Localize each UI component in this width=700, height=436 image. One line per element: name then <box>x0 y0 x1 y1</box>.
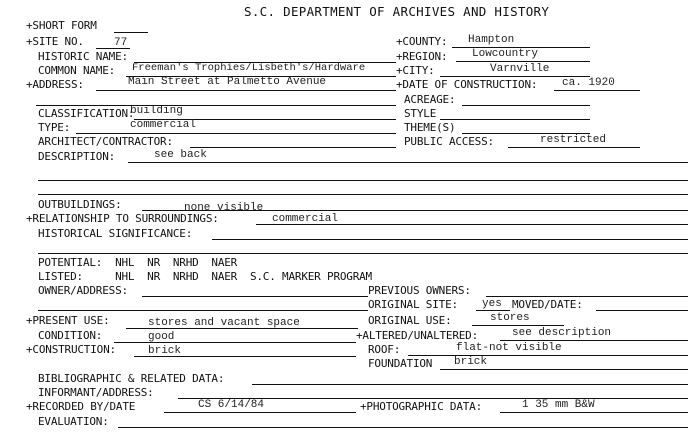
bibliographic-line <box>252 384 688 385</box>
altered-line <box>500 340 688 341</box>
region-label: +REGION: <box>396 50 448 63</box>
recorded-by-label: +RECORDED BY/DATE <box>26 400 136 413</box>
address-line <box>96 90 396 91</box>
outbuildings-value: none visible <box>184 202 264 214</box>
roof-line <box>408 355 688 356</box>
condition-label: CONDITION: <box>38 329 103 342</box>
foundation-label: FOUNDATION <box>368 357 433 370</box>
condition-line <box>114 342 356 343</box>
potential-label: POTENTIAL: NHL NR NRHD NAER <box>38 256 238 269</box>
city-label: +CITY: <box>396 64 435 77</box>
description-line-2 <box>38 180 688 181</box>
original-site-value: yes <box>482 298 502 310</box>
roof-value: flat-not visible <box>456 342 562 354</box>
evaluation-line <box>118 427 688 428</box>
bibliographic-label: BIBLIOGRAPHIC & RELATED DATA: <box>38 372 225 385</box>
historic-name-label: HISTORIC NAME: <box>38 50 128 63</box>
listed-label: LISTED: NHL NR NRHD NAER S.C. MARKER PROGRAM <box>38 270 372 283</box>
original-site-label: ORIGINAL SITE: <box>368 298 458 311</box>
short-form-label: +SHORT FORM <box>26 19 97 32</box>
description-line-3 <box>38 194 688 195</box>
recorded-by-line <box>164 412 356 413</box>
public-access-line <box>508 147 640 148</box>
form-header: S.C. DEPARTMENT OF ARCHIVES AND HISTORY <box>244 4 550 19</box>
classification-label: CLASSIFICATION: <box>38 107 135 120</box>
type-label: TYPE: <box>38 121 71 134</box>
present-use-line <box>126 328 358 329</box>
altered-value: see description <box>512 327 612 339</box>
region-value: Lowcountry <box>472 48 539 60</box>
common-name-label: COMMON NAME: <box>38 64 116 77</box>
construction-value: brick <box>148 345 182 357</box>
construction-line <box>134 356 356 357</box>
original-site-line <box>476 310 510 311</box>
relationship-line <box>256 224 688 225</box>
historical-significance-line-2 <box>38 253 688 254</box>
architect-label: ARCHITECT/CONTRACTOR: <box>38 135 173 148</box>
original-use-line <box>472 325 564 326</box>
owner-address-line <box>142 296 368 297</box>
acreage-line <box>462 105 590 106</box>
original-use-label: ORIGINAL USE: <box>368 314 452 327</box>
description-value: see back <box>154 149 207 161</box>
region-line <box>456 61 590 62</box>
site-no-line <box>96 48 130 49</box>
present-use-label: +PRESENT USE: <box>26 314 110 327</box>
foundation-line <box>440 369 688 370</box>
construction-label: +CONSTRUCTION: <box>26 343 116 356</box>
short-form-line <box>114 32 148 33</box>
owner-address-label: OWNER/ADDRESS: <box>38 284 128 297</box>
style-line <box>440 119 590 120</box>
moved-date-label: MOVED/DATE: <box>512 298 583 311</box>
description-label: DESCRIPTION: <box>38 150 116 163</box>
photographic-label: +PHOTOGRAPHIC DATA: <box>360 400 483 413</box>
historical-significance-line <box>212 239 688 240</box>
date-construction-line <box>554 90 640 91</box>
themes-label: THEME(S) <box>404 121 456 134</box>
county-label: +COUNTY: <box>396 35 448 48</box>
city-value: Varnville <box>490 63 550 75</box>
altered-label: +ALTERED/UNALTERED: <box>356 329 479 342</box>
photographic-line <box>500 412 688 413</box>
recorded-by-value: CS 6/14/84 <box>198 399 265 411</box>
classification-value: building <box>130 105 183 117</box>
previous-owners-line <box>486 296 688 297</box>
public-access-label: PUBLIC ACCESS: <box>404 135 494 148</box>
present-use-value: stores and vacant space <box>148 317 300 329</box>
date-construction-label: +DATE OF CONSTRUCTION: <box>396 78 538 91</box>
common-name-value: Freeman's Trophies/Lisbeth's/Hardware <box>132 62 366 74</box>
site-no-label: +SITE NO. <box>26 35 84 48</box>
county-value: Hampton <box>468 34 515 46</box>
description-line-1 <box>128 162 688 163</box>
roof-label: ROOF: <box>368 343 401 356</box>
moved-date-line <box>596 310 688 311</box>
condition-value: good <box>148 331 175 343</box>
previous-owners-label: PREVIOUS OWNERS: <box>368 284 471 297</box>
site-no-value: 77 <box>114 37 128 49</box>
architect-line <box>190 147 396 148</box>
acreage-label: ACREAGE: <box>404 93 456 106</box>
relationship-value: commercial <box>272 213 339 225</box>
address-label: +ADDRESS: <box>26 78 84 91</box>
date-construction-value: ca. 1920 <box>562 77 615 89</box>
historical-significance-label: HISTORICAL SIGNIFICANCE: <box>38 227 193 240</box>
relationship-label: +RELATIONSHIP TO SURROUNDINGS: <box>26 212 219 225</box>
address-value: Main Street at Palmetto Avenue <box>128 76 327 88</box>
public-access-value: restricted <box>540 134 607 146</box>
classification-top-line <box>36 105 396 106</box>
owner-address-line-2 <box>38 310 368 311</box>
outbuildings-label: OUTBUILDINGS: <box>38 198 122 211</box>
type-line <box>76 133 396 134</box>
outbuildings-line <box>142 210 688 211</box>
photographic-value: 1 35 mm B&W <box>522 399 595 411</box>
style-label: STYLE <box>404 107 437 120</box>
evaluation-label: EVALUATION: <box>38 415 109 428</box>
type-value: commercial <box>130 119 197 131</box>
informant-label: INFORMANT/ADDRESS: <box>38 386 154 399</box>
original-use-value: stores <box>490 312 530 324</box>
foundation-value: brick <box>454 356 488 368</box>
